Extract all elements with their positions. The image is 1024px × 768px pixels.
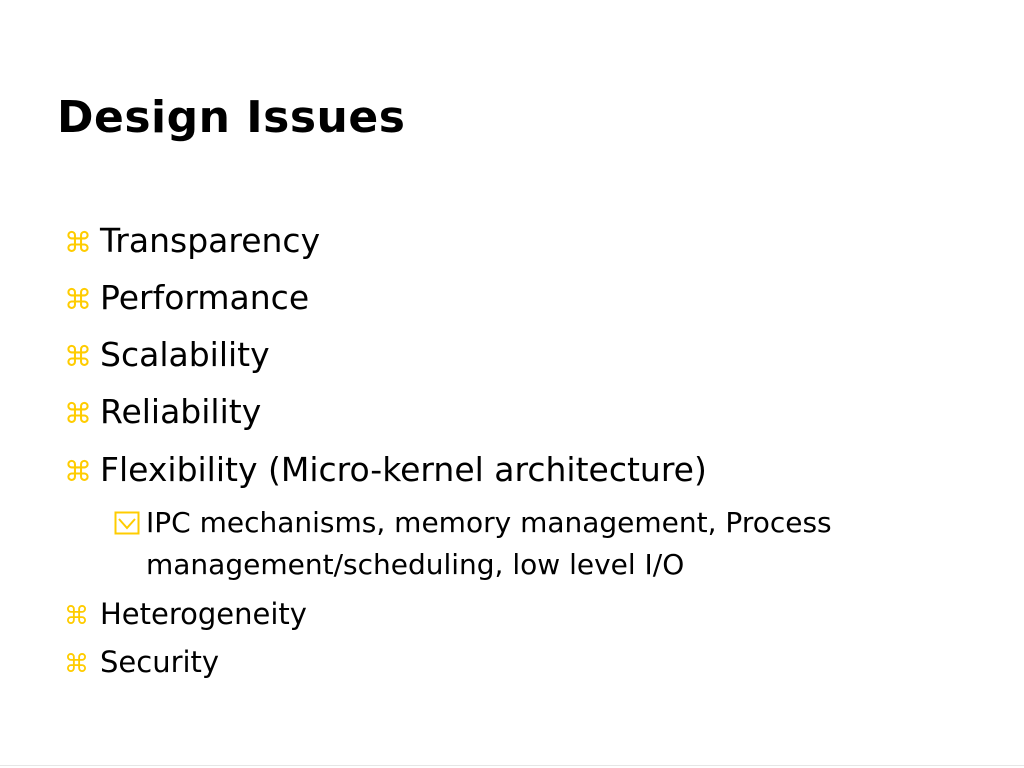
list-item-transparency — [64, 221, 320, 263]
command-bullet-icon: ⌘ — [64, 455, 92, 488]
list-item-flexibility — [64, 450, 707, 492]
sub-item-line-2: management/scheduling, low level I/O — [146, 548, 685, 581]
list-item-label: Heterogeneity — [100, 597, 307, 631]
list-item-label: Flexibility (Micro-kernel architecture) — [100, 450, 707, 489]
command-bullet-icon: ⌘ — [64, 601, 89, 630]
list-item-heterogeneity — [64, 596, 307, 634]
sub-list-item — [114, 502, 914, 586]
bottom-divider — [0, 765, 1024, 766]
command-bullet-icon: ⌘ — [64, 283, 92, 316]
list-item-reliability — [64, 392, 261, 434]
list-item-label: Transparency — [100, 221, 321, 260]
list-item-label: Security — [100, 645, 220, 679]
sub-item-line-1: IPC mechanisms, memory management, Process — [146, 506, 832, 539]
slide-title: Design Issues — [57, 92, 406, 143]
command-bullet-icon: ⌘ — [64, 226, 92, 259]
yellow-checkbox-icon — [114, 511, 140, 535]
list-item-label: Reliability — [100, 392, 262, 431]
list-item-scalability — [64, 335, 270, 377]
list-item-label: Scalability — [100, 335, 270, 374]
command-bullet-icon: ⌘ — [64, 340, 92, 373]
list-item-label: Performance — [100, 278, 310, 317]
command-bullet-icon: ⌘ — [64, 649, 89, 678]
list-item-performance — [64, 278, 309, 320]
command-bullet-icon: ⌘ — [64, 397, 92, 430]
list-item-security — [64, 644, 219, 682]
